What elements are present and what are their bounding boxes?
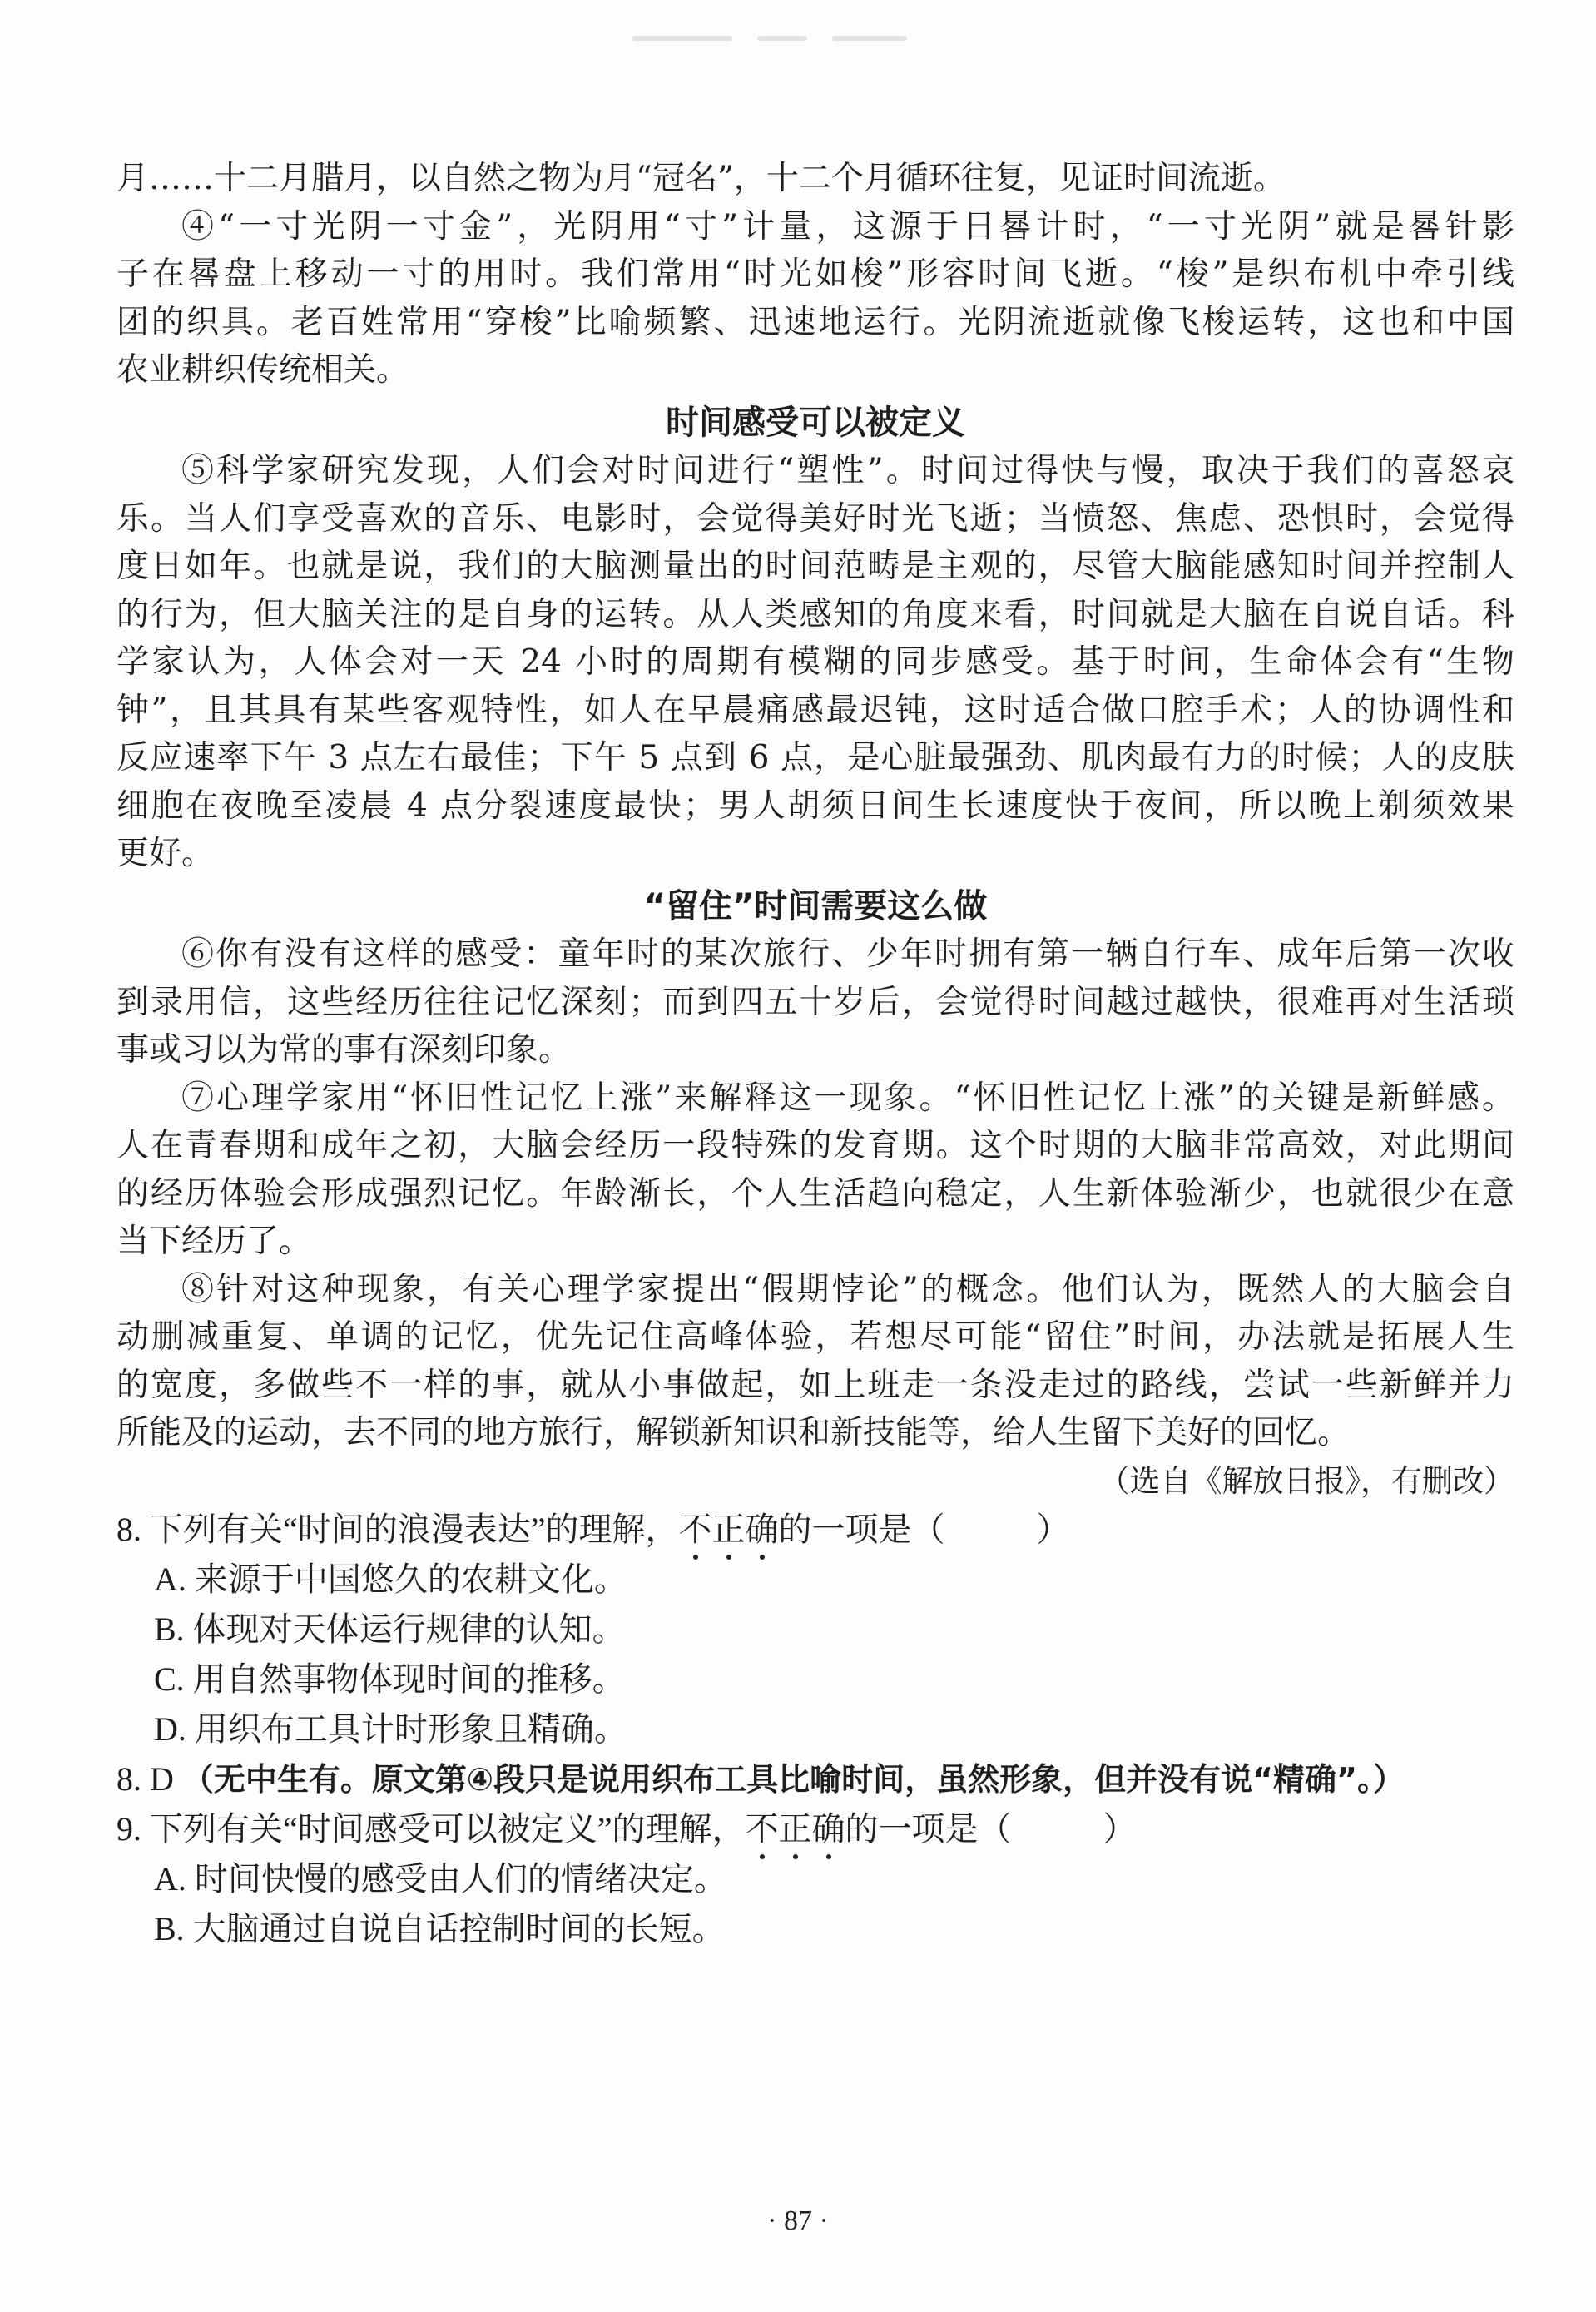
- paragraph-line: 团的织具。老百姓常用“穿梭”比喻频繁、迅速地运行。光阴流逝就像飞梭运转，这也和中国: [116, 303, 1514, 341]
- paragraph-line: 人在青春期和成年之初，大脑会经历一段特殊的发育期。这个时期的大脑非常高效，对此期间: [116, 1127, 1514, 1164]
- option-a: A. 来源于中国悠久的农耕文化。: [154, 1560, 627, 1598]
- paragraph-line: 动删减重复、单调的记忆，优先记住高峰体验，若想尽可能“留住”时间，办法就是拓展人生: [116, 1318, 1514, 1356]
- paragraph-line: 所能及的运动，去不同的地方旅行，解锁新知识和新技能等，给人生留下美好的回忆。: [116, 1414, 1351, 1451]
- paragraph-line: 度日如年。也就是说，我们的大脑测量出的时间范畴是主观的，尽管大脑能感知时间并控制人: [116, 548, 1514, 585]
- emphasis-dots: [746, 1854, 845, 1859]
- answer-8: [116, 1754, 1514, 1804]
- paragraph-line: ⑧针对这种现象，有关心理学家提出“假期悖论”的概念。他们认为，既然人的大脑会自: [181, 1270, 1514, 1308]
- option-d: D. 用织布工具计时形象且精确。: [154, 1710, 627, 1748]
- option-b: B. 大脑通过自说自话控制时间的长短。: [154, 1910, 726, 1947]
- paragraph-7: [116, 1074, 1514, 1266]
- paragraph-4: [116, 203, 1514, 394]
- question-stem-prefix: 9. 下列有关“时间感受可以被定义”的理解，: [116, 1810, 746, 1848]
- paragraph-line: 的经历体验会形成强烈记忆。年龄渐长，个人生活趋向稳定，人生新体验渐少，也就很少在意: [116, 1174, 1514, 1213]
- question-stem-close: ）: [1036, 1511, 1070, 1548]
- paragraph-line: 钟”，且其具有某些客观特性，如人在早晨痛感最迟钝，这时适合做口腔手术；人的协调性和: [116, 691, 1514, 729]
- question-stem-suffix: 的一项是（: [845, 1810, 1012, 1848]
- option-c: C. 用自然事物体现时间的推移。: [154, 1660, 626, 1698]
- paragraph-line: 当下经历了。: [116, 1223, 312, 1260]
- question-stem: [116, 1804, 1514, 1854]
- question-stem: [116, 1505, 1514, 1555]
- option-a: A. 时间快慢的感受由人们的情绪决定。: [154, 1860, 727, 1898]
- paragraph-line: ⑦心理学家用“怀旧性记忆上涨”来解释这一现象。“怀旧性记忆上涨”的关键是新鲜感。: [181, 1079, 1514, 1117]
- paragraph-line: 细胞在夜晚至凌晨 4 点分裂速度最快；男人胡须日间生长速度快于夜间，所以晚上剃须效果: [116, 786, 1514, 825]
- paragraph-line: 乐。当人们享受喜欢的音乐、电影时，会觉得美好时光飞逝；当愤怒、焦虑、恐惧时，会觉得: [116, 499, 1514, 538]
- emphasis-text: [746, 1810, 845, 1848]
- paragraph-line: 反应速率下午 3 点左右最佳；下午 5 点到 6 点，是心脏最强劲、肌肉最有力的时候；人的皮肤: [116, 739, 1514, 776]
- emphasis-dots: [679, 1555, 779, 1560]
- answer-label: 8. D: [116, 1760, 174, 1798]
- paragraph-line: 的行为，但大脑关注的是自身的运转。从人类感知的角度来看，时间就是大脑在自说自话。科: [116, 595, 1514, 633]
- paragraph-8: [116, 1266, 1514, 1457]
- paragraph-continued: 月……十二月腊月，以自然之物为月“冠名”，十二个月循环往复，见证时间流逝。: [116, 160, 1286, 197]
- emphasis-word: 不正确: [678, 1511, 779, 1548]
- paragraph-line: 到录用信，这些经历往往记忆深刻；而到四五十岁后，会觉得时间越过越快，很难再对生活琐: [116, 983, 1514, 1021]
- answer-explanation: （无中生有。原文第④段只是说用织布工具比喻时间，虽然形象，但并没有说“精确”。）: [181, 1761, 1405, 1798]
- paragraph-line: ⑥你有没有这样的感受：童年时的某次旅行、少年时拥有第一辆自行车、成年后第一次收: [181, 935, 1514, 973]
- paragraph-line: ⑤科学家研究发现，人们会对时间进行“塑性”。时间过得快与慢，取决于我们的喜怒哀: [181, 452, 1514, 489]
- section-heading: “留住”时间需要这么做: [643, 886, 988, 925]
- paragraph-6: [116, 930, 1514, 1074]
- emphasis-text: [679, 1511, 779, 1548]
- paragraph-line: 的宽度，多做些不一样的事，就从小事做起，如上班走一条没走过的路线，尝试一些新鲜并力: [116, 1366, 1514, 1404]
- paragraph-5: [116, 447, 1514, 878]
- question-stem-close: ）: [1103, 1810, 1137, 1848]
- emphasis-word: 不正确: [745, 1810, 845, 1848]
- paragraph-line: 更好。: [116, 835, 215, 872]
- paragraph-line: 事或习以为常的事有深刻印象。: [116, 1031, 572, 1069]
- paragraph-line: 学家认为，人体会对一天 24 小时的周期有模糊的同步感受。基于时间，生命体会有“生物: [116, 643, 1514, 681]
- question-stem-suffix: 的一项是（: [778, 1511, 945, 1548]
- question-9: [116, 1804, 1514, 1954]
- question-stem-prefix: 8. 下列有关“时间的浪漫表达”的理解，: [116, 1511, 679, 1548]
- paragraph-line: ④“一寸光阴一寸金”，光阴用“寸”计量，这源于日晷计时，“一寸光阴”就是晷针影: [181, 207, 1514, 246]
- section-heading: 时间感受可以被定义: [666, 403, 965, 442]
- page-number: · 87 ·: [767, 2205, 829, 2236]
- paragraph-line: 子在晷盘上移动一寸的用时。我们常用“时光如梭”形容时间飞逝。“梭”是织布机中牵引线: [116, 256, 1514, 293]
- source-citation: （选自《解放日报》，有删改）: [1098, 1462, 1514, 1499]
- question-8: [116, 1505, 1514, 1754]
- option-b: B. 体现对天体运行规律的认知。: [154, 1610, 626, 1648]
- paragraph-line: 农业耕织传统相关。: [116, 351, 409, 389]
- scan-artifacts: [632, 28, 999, 48]
- page-content: [116, 155, 1514, 1954]
